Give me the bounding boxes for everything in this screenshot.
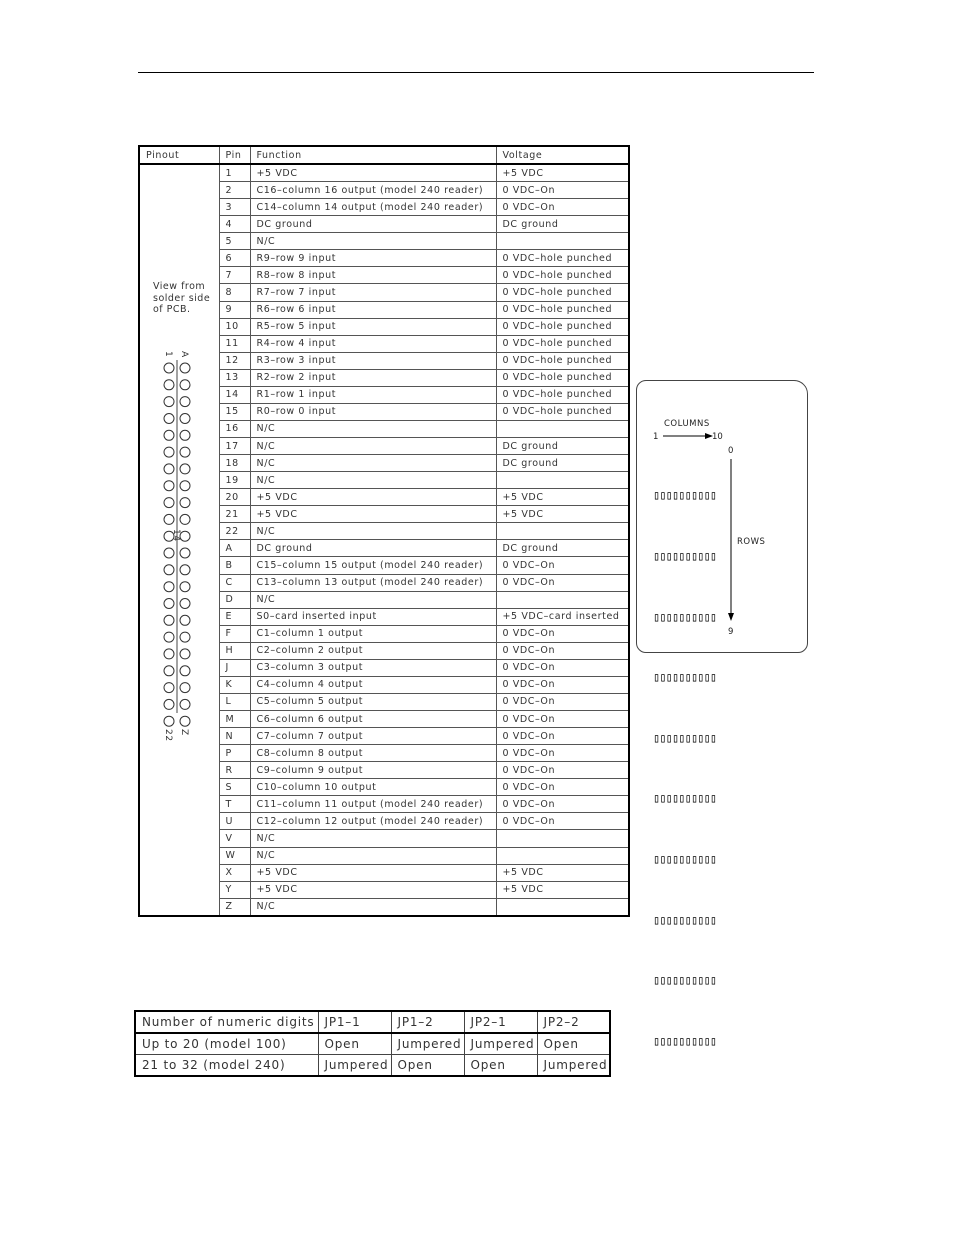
function-cell: C10–column 10 output	[250, 779, 496, 796]
pin-cell: V	[219, 830, 250, 847]
voltage-cell: +5 VDC	[496, 864, 629, 881]
card-hole-row: ▯▯▯▯▯▯▯▯▯▯	[653, 549, 717, 564]
pin-cell: 11	[219, 335, 250, 352]
pin-col-header: Pin	[219, 146, 250, 164]
jumper-cell: Open	[318, 1033, 391, 1055]
pin-cell: S	[219, 779, 250, 796]
connector-diagram	[140, 165, 219, 915]
pin-hole-numbered	[164, 498, 174, 508]
pin-label-22: 22	[163, 729, 173, 742]
voltage-cell	[496, 830, 629, 847]
jumper-cell: Jumpered	[318, 1055, 391, 1077]
function-cell: R9–row 9 input	[250, 250, 496, 267]
pin-cell: 2	[219, 182, 250, 199]
pin-cell: 13	[219, 369, 250, 386]
voltage-cell: 0 VDC–On	[496, 659, 629, 676]
pin-cell: W	[219, 847, 250, 864]
voltage-cell: 0 VDC–hole punched	[496, 301, 629, 318]
jp2-1-col-header: JP2–1	[464, 1011, 537, 1033]
function-cell: N/C	[250, 455, 496, 472]
pin-cell: 20	[219, 489, 250, 506]
voltage-cell: 0 VDC–hole punched	[496, 250, 629, 267]
pin-cell: T	[219, 796, 250, 813]
function-cell: R2–row 2 input	[250, 369, 496, 386]
pin-cell: L	[219, 693, 250, 710]
function-cell: R4–row 4 input	[250, 335, 496, 352]
function-cell: S0–card inserted input	[250, 608, 496, 625]
pin-cell: F	[219, 625, 250, 642]
jumper-cell: 21 to 32 (model 240)	[135, 1055, 318, 1077]
card-hole-row: ▯▯▯▯▯▯▯▯▯▯	[653, 730, 717, 745]
pin-hole-lettered	[180, 414, 190, 424]
table-row	[135, 1033, 610, 1055]
pin-cell: 21	[219, 506, 250, 523]
voltage-cell: DC ground	[496, 216, 629, 233]
pin-hole-numbered	[164, 481, 174, 491]
function-cell: C11–column 11 output (model 240 reader)	[250, 796, 496, 813]
header-rule	[138, 72, 814, 73]
pin-cell: 1	[219, 164, 250, 182]
connector-pinout-table	[138, 145, 630, 917]
pin-cell: C	[219, 574, 250, 591]
function-cell: N/C	[250, 523, 496, 540]
card-hole-row: ▯▯▯▯▯▯▯▯▯▯	[653, 670, 717, 685]
card-hole-row: ▯▯▯▯▯▯▯▯▯▯	[653, 852, 717, 867]
pin-hole-numbered	[164, 548, 174, 558]
voltage-cell: +5 VDC–card inserted	[496, 608, 629, 625]
voltage-cell: 0 VDC–hole punched	[496, 284, 629, 301]
pin-hole-lettered	[180, 565, 190, 575]
function-cell: +5 VDC	[250, 881, 496, 898]
function-cell: N/C	[250, 420, 496, 437]
pin-hole-numbered	[164, 649, 174, 659]
pin-cell: 7	[219, 267, 250, 284]
voltage-cell	[496, 591, 629, 608]
voltage-cell	[496, 847, 629, 864]
voltage-cell: 0 VDC–hole punched	[496, 318, 629, 335]
pin-hole-lettered	[180, 666, 190, 676]
pin-hole-lettered	[180, 649, 190, 659]
pin-hole-lettered	[180, 380, 190, 390]
voltage-cell: 0 VDC–On	[496, 557, 629, 574]
voltage-cell: 0 VDC–hole punched	[496, 403, 629, 420]
column-start-label: 1	[653, 432, 659, 442]
function-cell: C8–column 8 output	[250, 745, 496, 762]
card-hole-row: ▯▯▯▯▯▯▯▯▯▯	[653, 912, 717, 927]
function-cell: R3–row 3 input	[250, 352, 496, 369]
pin-hole-lettered	[180, 615, 190, 625]
pin-cell: R	[219, 762, 250, 779]
voltage-cell: DC ground	[496, 540, 629, 557]
pin-hole-numbered	[164, 666, 174, 676]
pin-cell: 9	[219, 301, 250, 318]
function-cell: R6–row 6 input	[250, 301, 496, 318]
function-cell: +5 VDC	[250, 506, 496, 523]
pin-hole-numbered	[164, 447, 174, 457]
pin-hole-numbered	[164, 397, 174, 407]
jp1-2-col-header: JP1–2	[391, 1011, 464, 1033]
function-cell: DC ground	[250, 540, 496, 557]
punched-card-diagram	[636, 380, 808, 1048]
row-start-label: 0	[728, 446, 734, 456]
pin-hole-numbered	[164, 430, 174, 440]
function-cell: N/C	[250, 830, 496, 847]
pin-hole-numbered	[164, 414, 174, 424]
row-end-label: 9	[728, 627, 734, 637]
card-hole-row: ▯▯▯▯▯▯▯▯▯▯	[653, 791, 717, 806]
pin-hole-numbered	[164, 582, 174, 592]
pin-hole-lettered	[180, 582, 190, 592]
voltage-cell: 0 VDC–On	[496, 182, 629, 199]
card-hole-row: ▯▯▯▯▯▯▯▯▯▯	[653, 973, 717, 988]
voltage-cell: +5 VDC	[496, 164, 629, 182]
card-hole-row: ▯▯▯▯▯▯▯▯▯▯	[653, 1033, 717, 1048]
pin-hole-lettered	[180, 548, 190, 558]
pin-hole-lettered	[180, 464, 190, 474]
function-cell: C2–column 2 output	[250, 642, 496, 659]
pin-cell: 18	[219, 455, 250, 472]
voltage-cell: 0 VDC–On	[496, 711, 629, 728]
function-cell: C3–column 3 output	[250, 659, 496, 676]
voltage-cell: +5 VDC	[496, 506, 629, 523]
card-hole-row: ▯▯▯▯▯▯▯▯▯▯	[653, 488, 717, 503]
voltage-cell: 0 VDC–On	[496, 745, 629, 762]
function-cell: C9–column 9 output	[250, 762, 496, 779]
voltage-cell: 0 VDC–On	[496, 642, 629, 659]
pin-cell: 17	[219, 438, 250, 455]
pin-cell: K	[219, 676, 250, 693]
function-cell: R1–row 1 input	[250, 386, 496, 403]
pin-cell: 22	[219, 523, 250, 540]
pin-hole-lettered	[180, 716, 190, 726]
voltage-col-header: Voltage	[496, 146, 629, 164]
jumper-cell: Jumpered	[391, 1033, 464, 1055]
pin-hole-numbered	[164, 514, 174, 524]
voltage-cell: 0 VDC–On	[496, 728, 629, 745]
function-cell: N/C	[250, 898, 496, 916]
pin-cell: 12	[219, 352, 250, 369]
pin-cell: D	[219, 591, 250, 608]
function-cell: C16–column 16 output (model 240 reader)	[250, 182, 496, 199]
pin-cell: 16	[219, 420, 250, 437]
pin-cell: 5	[219, 233, 250, 250]
pin-label-z: Z	[179, 729, 189, 736]
jp2-2-col-header: JP2–2	[537, 1011, 610, 1033]
voltage-cell: 0 VDC–hole punched	[496, 267, 629, 284]
voltage-cell: 0 VDC–On	[496, 813, 629, 830]
function-cell: C14–column 14 output (model 240 reader)	[250, 199, 496, 216]
voltage-cell: 0 VDC–hole punched	[496, 369, 629, 386]
card-hole-grid	[653, 445, 716, 1092]
column-end-label: 10	[712, 432, 723, 442]
pin-hole-lettered	[180, 481, 190, 491]
function-cell: C13–column 13 output (model 240 reader)	[250, 574, 496, 591]
jumper-settings-table	[134, 1010, 611, 1077]
pin-hole-lettered	[180, 363, 190, 373]
jumper-cell: Jumpered	[464, 1033, 537, 1055]
pinout-header-row	[139, 146, 629, 164]
pin-hole-numbered	[164, 380, 174, 390]
function-cell: N/C	[250, 438, 496, 455]
pin-cell: U	[219, 813, 250, 830]
pin-cell: 4	[219, 216, 250, 233]
function-cell: R8–row 8 input	[250, 267, 496, 284]
pinout-col-header: Pinout	[139, 146, 219, 164]
pin-hole-numbered	[164, 716, 174, 726]
pin-hole-lettered	[180, 514, 190, 524]
table-row	[139, 164, 629, 182]
pin-hole-numbered	[164, 615, 174, 625]
jumper-header-row	[135, 1011, 610, 1033]
jp1-1-col-header: JP1–1	[318, 1011, 391, 1033]
voltage-cell: 0 VDC–On	[496, 625, 629, 642]
function-cell: +5 VDC	[250, 489, 496, 506]
function-cell: C15–column 15 output (model 240 reader)	[250, 557, 496, 574]
voltage-cell: DC ground	[496, 438, 629, 455]
pin-cell: P	[219, 745, 250, 762]
voltage-cell: 0 VDC–On	[496, 779, 629, 796]
connector-diagram-cell	[139, 164, 219, 916]
voltage-cell	[496, 472, 629, 489]
voltage-cell: 0 VDC–On	[496, 762, 629, 779]
pin-label-a: A	[179, 351, 189, 358]
voltage-cell	[496, 523, 629, 540]
voltage-cell: DC ground	[496, 455, 629, 472]
pin-hole-numbered	[164, 699, 174, 709]
voltage-cell: 0 VDC–On	[496, 796, 629, 813]
function-cell: C7–column 7 output	[250, 728, 496, 745]
voltage-cell	[496, 898, 629, 916]
function-cell: R0–row 0 input	[250, 403, 496, 420]
pin-hole-numbered	[164, 565, 174, 575]
pin-hole-numbered	[164, 599, 174, 609]
jumper-cell: Open	[537, 1033, 610, 1055]
pin-hole-numbered	[164, 464, 174, 474]
pin-cell: E	[219, 608, 250, 625]
pin-cell: H	[219, 642, 250, 659]
voltage-cell: 0 VDC–hole punched	[496, 352, 629, 369]
function-cell: N/C	[250, 847, 496, 864]
pin-cell: A	[219, 540, 250, 557]
pin-hole-numbered	[164, 632, 174, 642]
pin-cell: Y	[219, 881, 250, 898]
voltage-cell	[496, 233, 629, 250]
function-cell: C6–column 6 output	[250, 711, 496, 728]
pin-hole-lettered	[180, 683, 190, 693]
pin-hole-lettered	[180, 699, 190, 709]
pin-hole-lettered	[180, 498, 190, 508]
function-cell: N/C	[250, 472, 496, 489]
voltage-cell: 0 VDC–hole punched	[496, 386, 629, 403]
pin-cell: J	[219, 659, 250, 676]
function-cell: +5 VDC	[250, 164, 496, 182]
table-row	[135, 1055, 610, 1077]
pin-hole-numbered	[164, 683, 174, 693]
voltage-cell: +5 VDC	[496, 489, 629, 506]
pin-cell: X	[219, 864, 250, 881]
voltage-cell: +5 VDC	[496, 881, 629, 898]
jumper-cell: Jumpered	[537, 1055, 610, 1077]
function-cell: C1–column 1 output	[250, 625, 496, 642]
voltage-cell: 0 VDC–On	[496, 676, 629, 693]
function-cell: N/C	[250, 233, 496, 250]
view-note: View from solder side of PCB.	[153, 281, 211, 315]
pin-cell: 15	[219, 403, 250, 420]
function-cell: C4–column 4 output	[250, 676, 496, 693]
voltage-cell: 0 VDC–On	[496, 574, 629, 591]
columns-label: COLUMNS	[664, 419, 710, 429]
pin-hole-lettered	[180, 632, 190, 642]
function-cell: R7–row 7 input	[250, 284, 496, 301]
rows-label: ROWS	[737, 537, 766, 547]
pin-cell: Z	[219, 898, 250, 916]
digits-col-header: Number of numeric digits	[135, 1011, 318, 1033]
pin-hole-lettered	[180, 599, 190, 609]
voltage-cell: 0 VDC–hole punched	[496, 335, 629, 352]
pin-cell: 14	[219, 386, 250, 403]
pin-cell: 3	[219, 199, 250, 216]
pin-cell: 10	[219, 318, 250, 335]
jumper-cell: Up to 20 (model 100)	[135, 1033, 318, 1055]
pin-hole-lettered	[180, 397, 190, 407]
pin-cell: 19	[219, 472, 250, 489]
jumper-cell: Open	[464, 1055, 537, 1077]
pin-hole-lettered	[180, 447, 190, 457]
pin-cell: 6	[219, 250, 250, 267]
pin-cell: 8	[219, 284, 250, 301]
card-hole-row: ▯▯▯▯▯▯▯▯▯▯	[653, 609, 717, 624]
pin-cell: N	[219, 728, 250, 745]
pin-cell: M	[219, 711, 250, 728]
pin-cell: B	[219, 557, 250, 574]
function-cell: C12–column 12 output (model 240 reader)	[250, 813, 496, 830]
pin-hole-numbered	[164, 363, 174, 373]
pin-label-1: 1	[163, 351, 173, 358]
function-cell: R5–row 5 input	[250, 318, 496, 335]
voltage-cell: 0 VDC–On	[496, 693, 629, 710]
jumper-cell: Open	[391, 1055, 464, 1077]
function-cell: DC ground	[250, 216, 496, 233]
function-cell: C5–column 5 output	[250, 693, 496, 710]
voltage-cell: 0 VDC–On	[496, 199, 629, 216]
connector-pin-drawing	[140, 165, 219, 915]
function-cell: N/C	[250, 591, 496, 608]
function-cell: +5 VDC	[250, 864, 496, 881]
voltage-cell	[496, 420, 629, 437]
function-col-header: Function	[250, 146, 496, 164]
pin-label-14: 14	[171, 529, 181, 542]
pin-hole-lettered	[180, 430, 190, 440]
